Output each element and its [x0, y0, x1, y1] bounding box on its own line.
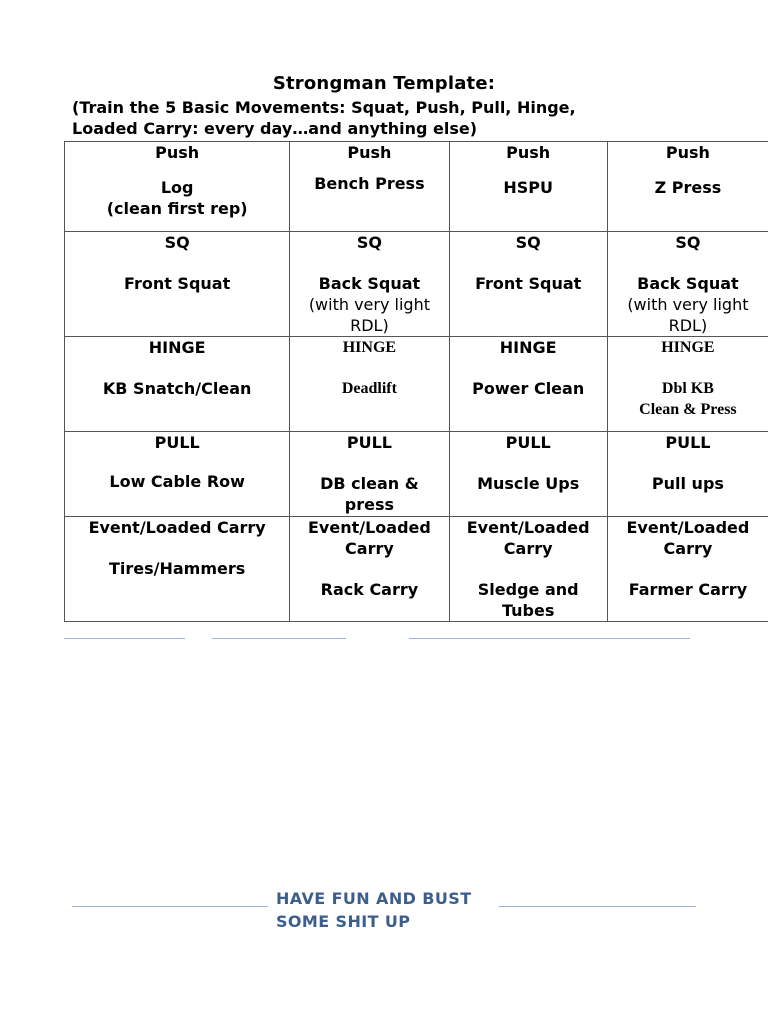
cell-category-cont: Carry — [663, 539, 713, 558]
table-cell — [607, 142, 768, 232]
cell-note: RDL) — [668, 316, 708, 335]
closing-message — [276, 887, 472, 933]
table-cell — [449, 432, 607, 517]
cell-note: RDL) — [350, 316, 389, 335]
cell-category: PULL — [505, 433, 551, 452]
cell-exercise-detail: press — [344, 495, 395, 514]
table-cell — [65, 337, 290, 432]
table-cell — [65, 142, 290, 232]
document-subtitle — [72, 97, 752, 139]
table-row-squat — [65, 232, 768, 337]
cell-exercise: Log — [160, 178, 194, 197]
table-cell — [449, 337, 607, 432]
cell-category: Push — [347, 143, 392, 162]
table-cell — [65, 517, 290, 622]
cell-category: PULL — [665, 433, 711, 452]
cell-category: SQ — [164, 233, 190, 252]
cell-category: Push — [155, 143, 200, 162]
training-table — [64, 141, 768, 622]
cell-exercise: Pull ups — [651, 474, 724, 493]
blank-rule-line — [64, 638, 185, 639]
document-title — [0, 73, 768, 94]
closing-rule-right — [499, 906, 696, 907]
cell-category: HINGE — [661, 339, 715, 356]
cell-category: Event/Loaded — [626, 518, 750, 537]
cell-exercise: Back Squat — [637, 274, 739, 293]
cell-category: HINGE — [342, 339, 397, 356]
table-cell — [65, 232, 290, 337]
cell-exercise: Low Cable Row — [109, 472, 245, 491]
cell-category: Event/Loaded Carry — [88, 518, 266, 537]
table-cell — [607, 337, 768, 432]
cell-category: SQ — [675, 233, 701, 252]
table-cell — [290, 337, 449, 432]
table-cell — [449, 517, 607, 622]
subtitle-line-2: Loaded Carry: every day…and anything else) — [72, 119, 478, 138]
cell-exercise: Dbl KB — [661, 380, 714, 397]
table-cell — [290, 432, 449, 517]
cell-category-cont: Carry — [345, 539, 394, 558]
cell-exercise: HSPU — [503, 178, 553, 197]
subtitle-line-1: (Train the 5 Basic Movements: Squat, Push, Pull, Hinge, — [72, 98, 576, 117]
cell-category: PULL — [154, 433, 200, 452]
cell-exercise-detail: (clean first rep) — [106, 199, 248, 218]
cell-exercise: Bench Press — [314, 174, 425, 193]
table-cell — [607, 517, 768, 622]
closing-rule-left — [72, 906, 268, 907]
cell-category: Push — [665, 143, 710, 162]
cell-exercise: Front Squat — [124, 274, 231, 293]
cell-category: PULL — [346, 433, 392, 452]
cell-exercise: Tires/Hammers — [108, 559, 246, 578]
cell-exercise: Sledge and — [477, 580, 579, 599]
table-row-hinge — [65, 337, 768, 432]
cell-exercise: Muscle Ups — [477, 474, 580, 493]
cell-exercise: Front Squat — [475, 274, 582, 293]
table-cell — [65, 432, 290, 517]
cell-category: HINGE — [148, 338, 206, 357]
cell-category: SQ — [356, 233, 382, 252]
cell-exercise: Back Squat — [318, 274, 421, 293]
table-cell — [449, 142, 607, 232]
closing-line-2: SOME SHIT UP — [276, 912, 411, 931]
table-cell — [290, 142, 449, 232]
title-text: Strongman Template: — [272, 73, 496, 94]
cell-exercise: KB Snatch/Clean — [102, 379, 252, 398]
cell-exercise: Deadlift — [341, 380, 397, 397]
cell-category: Event/Loaded — [307, 518, 431, 537]
cell-category-cont: Carry — [503, 539, 553, 558]
blank-rule-line — [409, 638, 690, 639]
cell-category: Event/Loaded — [466, 518, 590, 537]
cell-note: (with very light — [308, 295, 430, 314]
cell-exercise: Power Clean — [472, 379, 585, 398]
cell-exercise-detail: Clean & Press — [639, 401, 737, 418]
table-cell — [290, 517, 449, 622]
table-cell — [607, 432, 768, 517]
cell-exercise: Rack Carry — [320, 580, 419, 599]
table-row-pull — [65, 432, 768, 517]
cell-note: (with very light — [627, 295, 749, 314]
cell-exercise-detail: Tubes — [501, 601, 555, 620]
table-cell — [607, 232, 768, 337]
cell-exercise: Farmer Carry — [628, 580, 748, 599]
table-cell — [449, 232, 607, 337]
table-cell — [290, 232, 449, 337]
table-row-push — [65, 142, 768, 232]
cell-category: SQ — [515, 233, 541, 252]
table-row-loaded-carry — [65, 517, 768, 622]
cell-exercise: Z Press — [654, 178, 722, 197]
closing-line-1: HAVE FUN AND BUST — [276, 889, 472, 908]
cell-exercise: DB clean & — [320, 474, 419, 493]
cell-category: HINGE — [499, 338, 557, 357]
cell-category: Push — [506, 143, 551, 162]
blank-rule-line — [212, 638, 346, 639]
